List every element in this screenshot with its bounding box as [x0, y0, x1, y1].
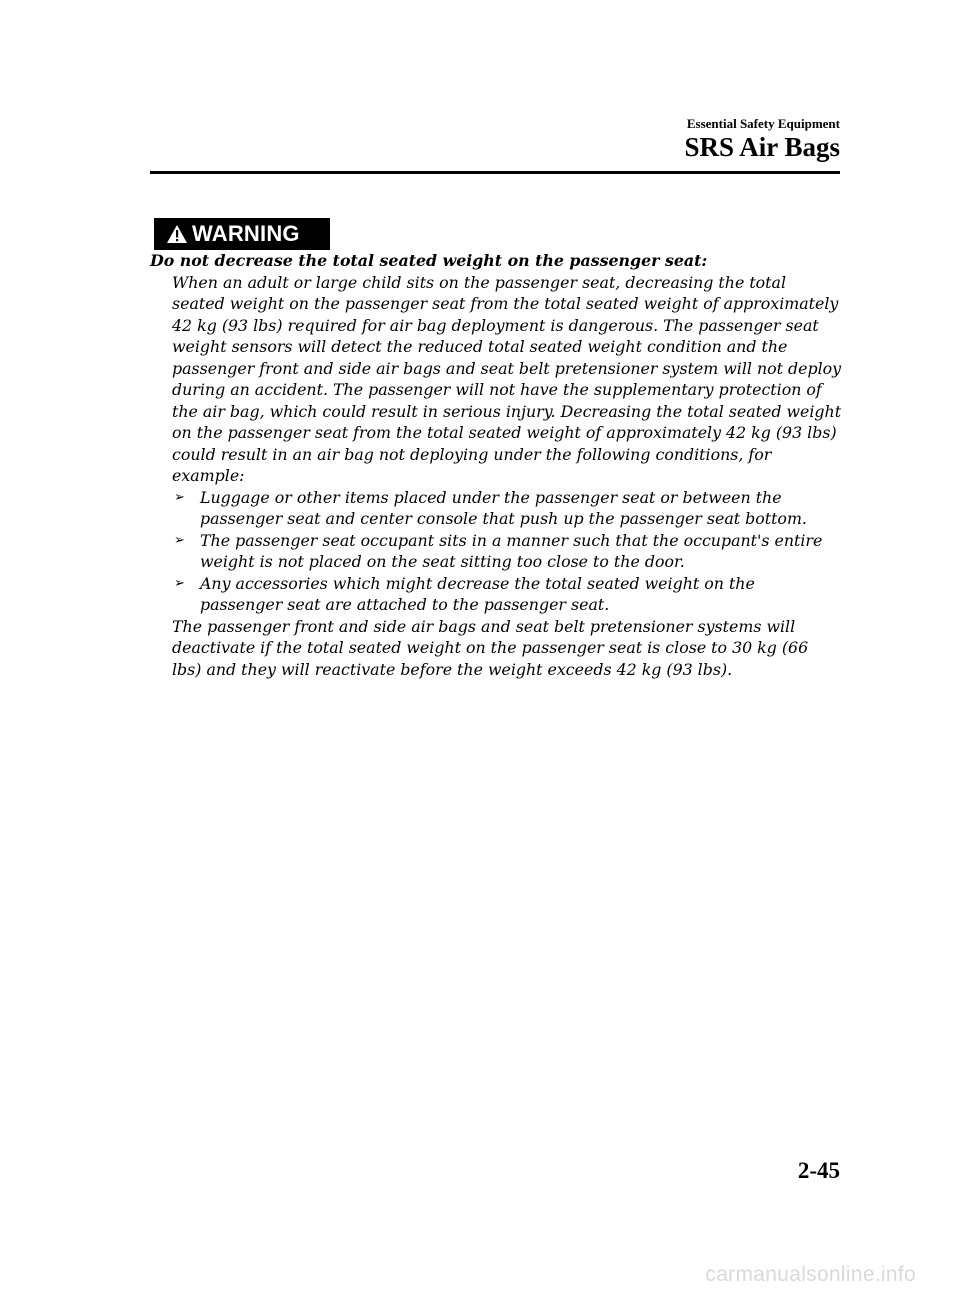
- list-item: [172, 487, 842, 530]
- list-item: [172, 573, 842, 616]
- warning-triangle-icon: [162, 218, 192, 250]
- list-item: [172, 530, 842, 573]
- page-title: SRS Air Bags: [684, 132, 840, 162]
- arrow-bullet-icon: ➢: [174, 532, 185, 548]
- arrow-bullet-icon: ➢: [174, 575, 185, 591]
- warning-intro: When an adult or large child sits on the passenger seat, decreasing the total seated weight on the passenger seat from the total seated weight of approximately 42 kg (93 lbs) required for air bag deployment is dangerous. The passenger seat weight sensors will detect the reduced total seated weight condition and the passenger front and side air bags and seat belt pretensioner system will not deploy during an accident. The passenger will not have the supplementary protection of the air bag, which could result in serious injury. Decreasing the total seated weight on the passenger seat from the total seated weight of approximately 42 kg (93 lbs) could result in an air bag not deploying under the following conditions, for example:: [172, 272, 842, 485]
- arrow-bullet-icon: ➢: [174, 489, 185, 505]
- warning-banner: [154, 218, 330, 250]
- page-number: 2-45: [797, 1158, 840, 1183]
- list-item-text: Any accessories which might decrease the total seated weight on the passenger seat are attached to the passenger seat.: [200, 573, 755, 614]
- list-item-text: Luggage or other items placed under the passenger seat or between the passenger seat and center console that push up the passenger seat bottom.: [200, 487, 807, 528]
- warning-content: [150, 250, 842, 680]
- warning-heading: Do not decrease the total seated weight on the passenger seat:: [150, 251, 708, 270]
- list-item-text: The passenger seat occupant sits in a manner such that the occupant's entire weight is not placed on the seat sitting too close to the door.: [200, 530, 823, 571]
- warning-closing: The passenger front and side air bags and seat belt pretensioner systems will deactivate if the total seated weight on the passenger seat is close to 30 kg (66 lbs) and they will reactivate before the weight exceeds 42 kg (93 lbs).: [172, 616, 809, 679]
- condition-list: [150, 487, 842, 616]
- header-divider: [150, 171, 840, 174]
- warning-label: WARNING: [192, 221, 300, 246]
- watermark: carmanualsonline.info: [705, 1263, 916, 1286]
- section-label: Essential Safety Equipment: [686, 116, 840, 131]
